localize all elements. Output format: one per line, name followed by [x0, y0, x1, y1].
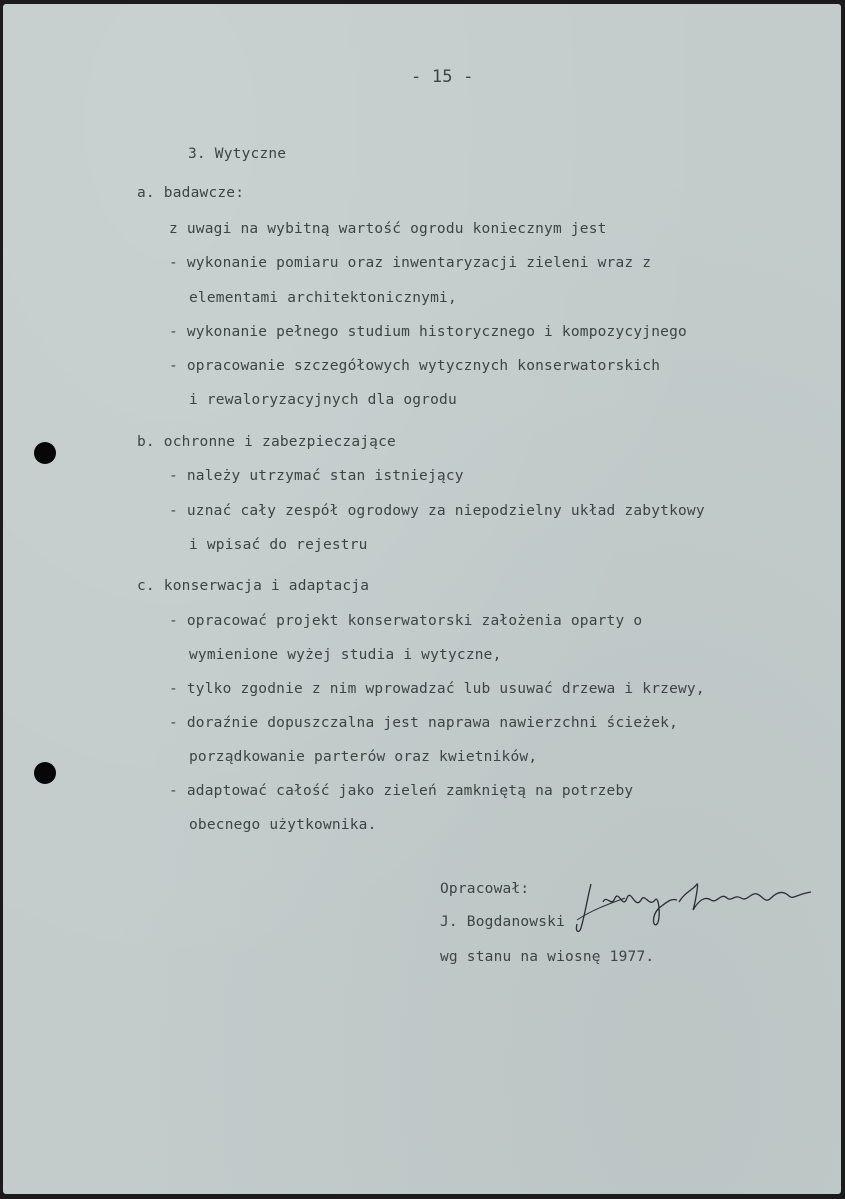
- author-name: J. Bogdanowski: [440, 914, 566, 930]
- section-c-line: - doraźnie dopuszczalna jest naprawa nawierzchni ścieżek,: [169, 715, 678, 731]
- section-a-heading: a. badawcze:: [137, 185, 245, 201]
- section-b-line: i wpisać do rejestru: [189, 537, 368, 553]
- section-c-line: - tylko zgodnie z nim wprowadzać lub usuwać drzewa i krzewy,: [169, 681, 705, 697]
- section-c-line: wymienione wyżej studia i wytyczne,: [189, 647, 502, 663]
- section-b-line: - należy utrzymać stan istniejący: [169, 468, 464, 484]
- section-title: 3. Wytyczne: [188, 146, 287, 162]
- handwritten-signature: [575, 880, 815, 940]
- section-a-line: elementami architektonicznymi,: [189, 290, 457, 306]
- binder-punch-hole: [34, 762, 56, 784]
- section-c-heading: c. konserwacja i adaptacja: [137, 578, 370, 594]
- section-a-line: - wykonanie pomiaru oraz inwentaryzacji zieleni wraz z: [169, 255, 652, 271]
- section-c-line: - opracować projekt konserwatorski założenia oparty o: [169, 613, 643, 629]
- page-number: - 15 -: [411, 67, 474, 87]
- section-a-line: - wykonanie pełnego studium historycznego i kompozycyjnego: [169, 324, 687, 340]
- section-a-line: - opracowanie szczegółowych wytycznych konserwatorskich: [169, 358, 661, 374]
- section-c-line: porządkowanie parterów oraz kwietników,: [189, 749, 538, 765]
- section-a-intro: z uwagi na wybitną wartość ogrodu koniecznym jest: [169, 221, 607, 237]
- section-a-line: i rewaloryzacyjnych dla ogrodu: [189, 392, 457, 408]
- binder-punch-hole: [34, 442, 56, 464]
- section-c-line: - adaptować całość jako zieleń zamkniętą na potrzeby: [169, 783, 634, 799]
- section-b-heading: b. ochronne i zabezpieczające: [137, 434, 396, 450]
- section-b-line: - uznać cały zespół ogrodowy za niepodzielny układ zabytkowy: [169, 503, 705, 519]
- section-c-line: obecnego użytkownika.: [189, 817, 377, 833]
- prepared-by-label: Opracował:: [440, 881, 530, 897]
- date-note: wg stanu na wiosnę 1977.: [440, 949, 655, 965]
- document-page: [3, 4, 841, 1194]
